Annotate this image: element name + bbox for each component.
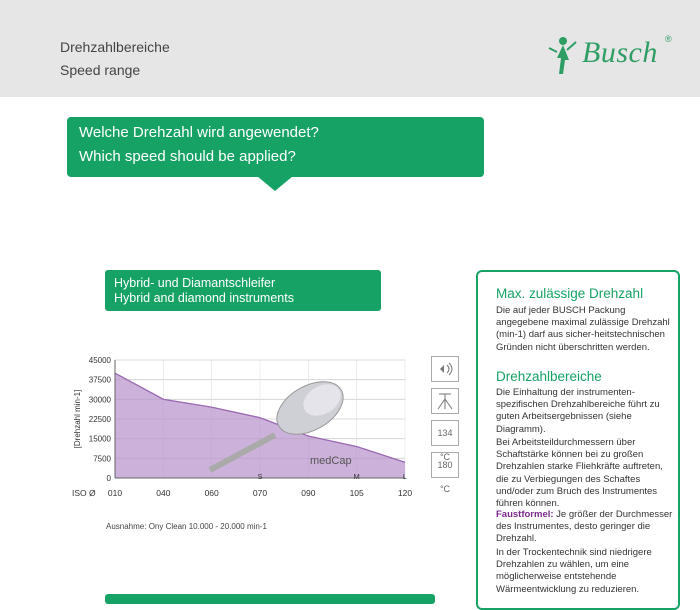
y-tick-label: 45000 <box>88 356 111 365</box>
question-arrow <box>257 176 293 191</box>
sound-icon <box>431 356 459 382</box>
x-axis-label: ISO Ø <box>72 488 96 498</box>
info-text-max-speed: Die auf jeder BUSCH Packung angegebene maximal zulässige Drehzahl (min-1) darf aus sicher-heitstechnischen Gründen nicht überschritten werden. <box>496 305 670 353</box>
x-tick-label: 105 <box>349 488 364 498</box>
chart-note: Ausnahme: Ony Clean 10.000 - 20.000 min-1 <box>106 522 267 531</box>
x-tick-label: 040 <box>156 488 171 498</box>
info-text-dry: In der Trockentechnik sind niedrigere Drehzahlen zu wählen, um eine möglicherweise entstehende Wärmeentwicklung zu reduzieren. <box>496 547 652 595</box>
size-marker-m: M <box>353 472 360 481</box>
thermo-disinfection-180c-icon: 180 °C <box>431 452 459 478</box>
x-tick-label: 010 <box>107 488 123 498</box>
logo-registered-mark: ® <box>665 34 672 44</box>
image-label: medCap <box>310 455 352 467</box>
x-tick-label: 090 <box>301 488 316 498</box>
header-title-en: Speed range <box>60 62 141 78</box>
spray-icon <box>431 388 459 414</box>
page-header <box>0 0 700 97</box>
section-heading-en: Hybrid and diamond instruments <box>114 291 294 305</box>
y-tick-label: 30000 <box>88 395 111 405</box>
logo-figure-icon <box>546 34 580 78</box>
section-heading <box>105 270 381 311</box>
speed-chart-svg <box>60 350 430 510</box>
question-box <box>67 117 484 177</box>
size-marker-s: S <box>257 472 263 481</box>
sterilization-134c-icon: 134 <box>431 420 459 446</box>
question-de: Welche Drehzahl wird angewendet? <box>79 124 319 141</box>
info-panel <box>476 270 680 610</box>
x-tick-label: 060 <box>204 488 219 498</box>
x-tick-label: 120 <box>397 488 413 498</box>
info-text-centrifugal: Bei Arbeitsteildurchmessern über Schaftstärke können bei zu großen Drehzahlen starke Fliehkräfte auftreten, die zu Verbiegungen des Schaftes und/oder zum Bruch des Instrumentes führen können. <box>496 437 663 510</box>
header-title-de: Drehzahlbereiche <box>60 39 170 55</box>
info-rule <box>496 509 676 546</box>
y-tick-label: 37500 <box>88 375 111 385</box>
logo-text: Busch <box>582 36 658 69</box>
y-axis-label: [Drehzahl min-1] <box>73 389 82 449</box>
y-tick-label: 15000 <box>88 434 111 444</box>
rule-label: Faustformel: <box>496 509 554 520</box>
busch-logo <box>546 34 676 78</box>
icon-column <box>431 356 459 494</box>
section-heading-de: Hybrid- und Diamantschleifer <box>114 276 276 290</box>
speed-chart <box>60 350 430 510</box>
next-section-bar <box>105 594 435 604</box>
x-tick-label: 070 <box>252 488 268 498</box>
y-tick-label: 7500 <box>93 454 111 464</box>
info-text-speed-ranges: Die Einhaltung der instrumenten-spezifischen Drehzahlbereiche führt zu guten Arbeitsergebnissen (siehe Diagramm). <box>496 387 660 435</box>
info-heading-speed-ranges: Drehzahlbereiche <box>496 369 602 384</box>
y-tick-label: 22500 <box>88 415 111 424</box>
y-tick-label: 0 <box>106 474 111 483</box>
info-heading-max-speed: Max. zulässige Drehzahl <box>496 286 644 301</box>
question-en: Which speed should be applied? <box>79 148 296 165</box>
size-marker-l: L <box>402 472 408 481</box>
rule-text: Je größer der Durchmesser des Instrumentes, desto geringer die Drehzahl. <box>496 509 673 545</box>
